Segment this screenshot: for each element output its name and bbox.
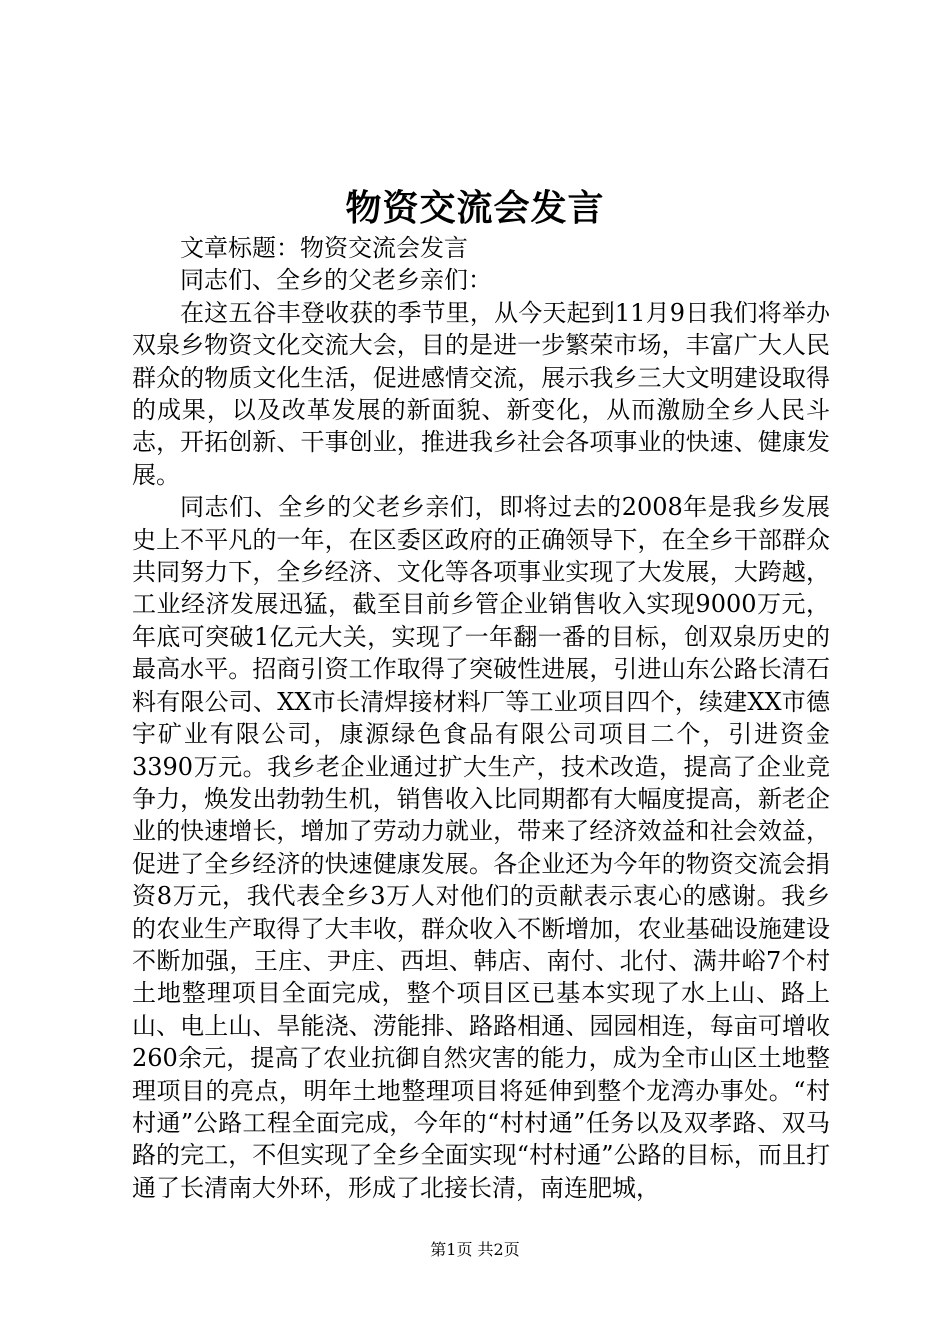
salutation: 同志们、全乡的父老乡亲们： xyxy=(180,266,492,295)
document-title: 物资交流会发言 xyxy=(345,187,605,229)
article-title-line: 文章标题：物资交流会发言 xyxy=(180,234,468,262)
paragraph-2: 同志们、全乡的父老乡亲们，即将过去的2008年是我乡发展史上不平凡的一年，在区委区政府的正确领导下，在全乡干部群众共同努力下，全乡经济、文化等各项事业实现了大发展，大跨越，工业经济发展迅猛，截至目前乡管企业销售收入实现9000万元，年底可突破1亿元大关，实现了一年翻一番的目标，创双泉历史的最高水平。招商引资工作取得了突破性进展，引进山东公路长清石料有限公司、XX市长清焊接材料厂等工业项目四个，续建XX市德宇矿业有限公司，康源绿色食品有限公司项目二个，引进资金3390万元。我乡老企业通过扩大生产，技术改造，提高了企业竞争力，焕发出勃勃生机，销售收入比同期都有大幅度提高，新老企业的快速增长，增加了劳动力就业，带来了经济效益和社会效益，促进了全乡经济的快速健康发展。各企业还为今年的物资交流会捐资8万元，我代表全乡3万人对他们的贡献表示衷心的感谢。我乡的农业生产取得了大丰收，群众收入不断增加，农业基础设施建设不断加强，王庄、尹庄、西坦、韩店、南付、北付、满井峪7个村土地整理项目全面完成，整个项目区已基本实现了水上山、路上山、电上山、旱能浇、涝能排、路路相通、园园相连，每亩可增收260余元，提高了农业抗御自然灾害的能力，成为全市山区土地整理项目的亮点，明年土地整理项目将延伸到整个龙湾办事处。“村村通”公路工程全面完成，今年的“村村通”任务以及双孝路、双马路的完工，不但实现了全乡全面实现“村村通”公路的目标，而且打通了长清南大外环，形成了北接长清，南连肥城， xyxy=(132,493,830,1202)
document-body xyxy=(132,232,830,1204)
paragraph-1: 在这五谷丰登收获的季节里，从今天起到11月9日我们将举办双泉乡物资文化交流大会，目的是进一步繁荣市场，丰富广大人民群众的物质文化生活，促进感情交流，展示我乡三大文明建设取得的成果，以及改革发展的新面貌、新变化，从而激励全乡人民斗志，开拓创新、干事创业，推进我乡社会各项事业的快速、健康发展。 xyxy=(132,298,830,489)
page-footer: 第1页 共2页 xyxy=(430,1240,520,1259)
